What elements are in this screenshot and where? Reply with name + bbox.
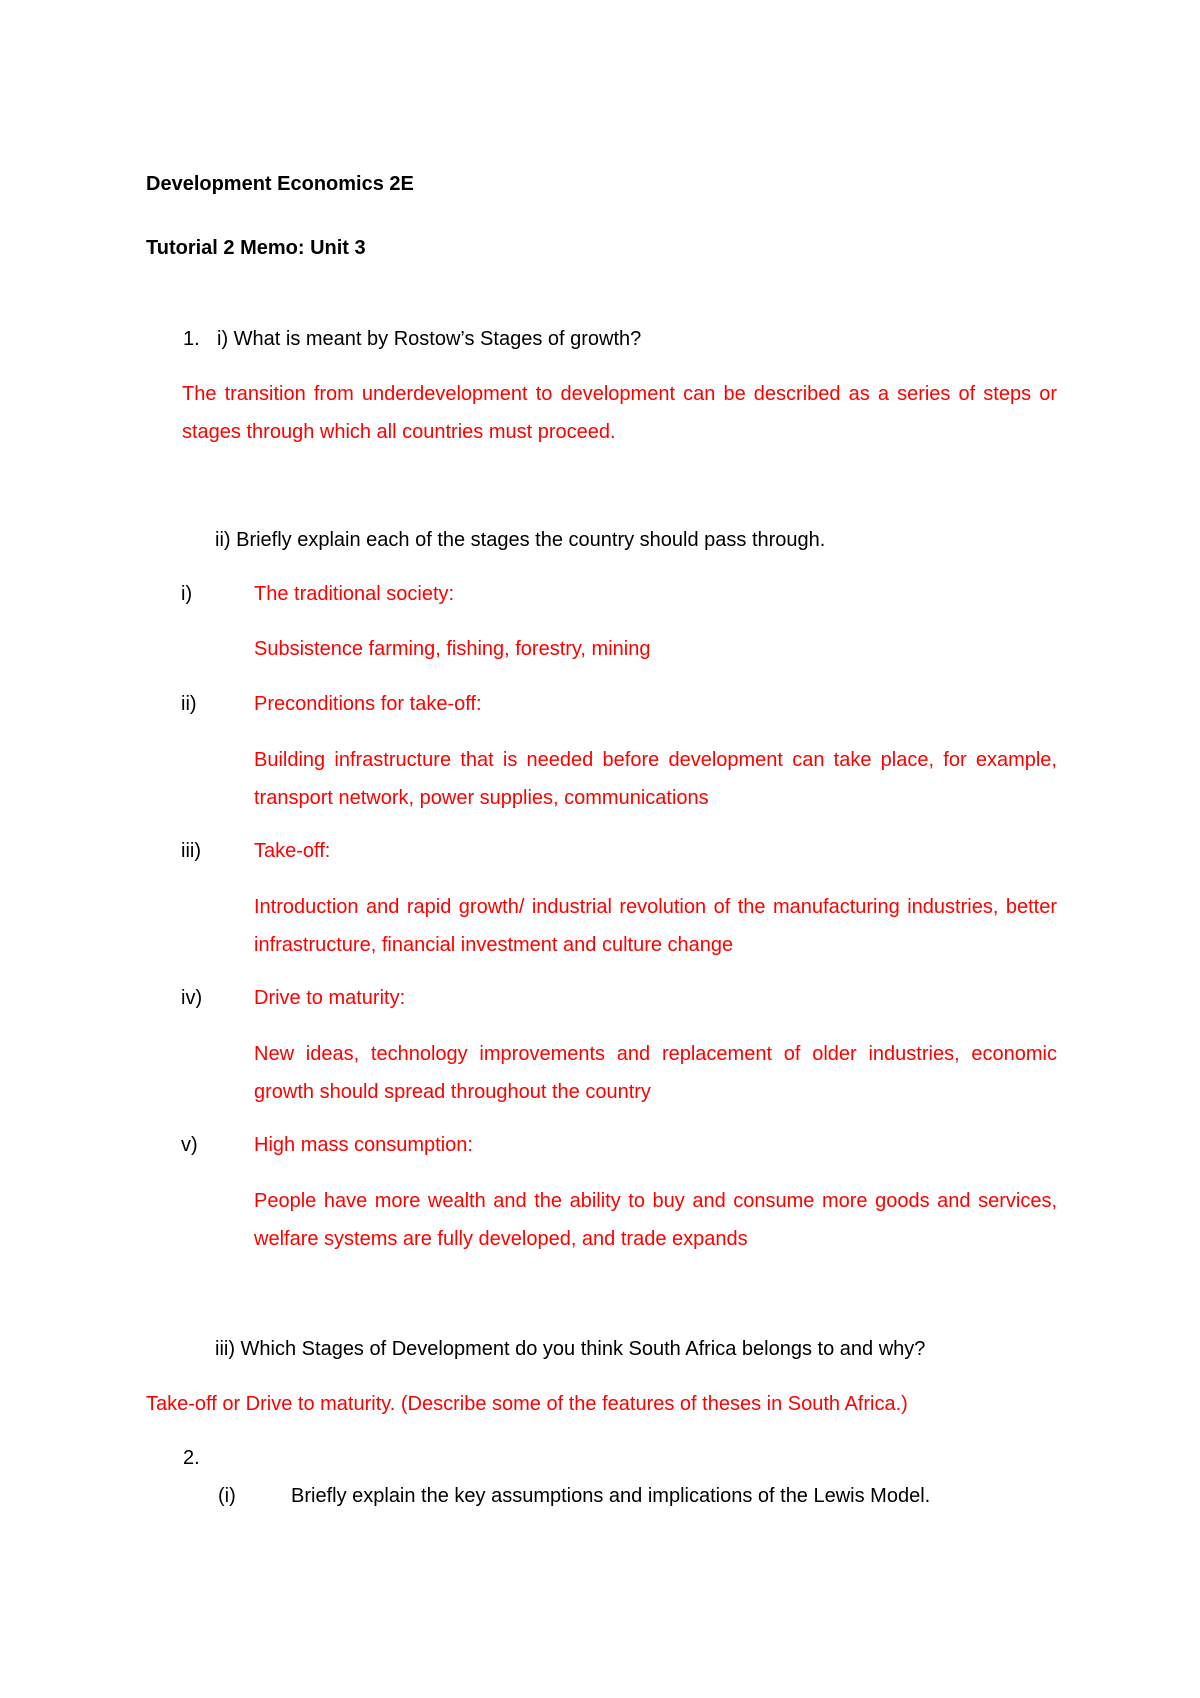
question-1-ii-text: ii) Briefly explain each of the stages the country should pass through. [215, 529, 826, 551]
question-1-iii-answer: Take-off or Drive to maturity. (Describe some of the features of theses in South Africa.) [146, 1393, 908, 1415]
stage-2-numeral: ii) [181, 693, 197, 715]
stage-5-name: High mass consumption: [254, 1134, 473, 1156]
stage-1-name: The traditional society: [254, 583, 455, 605]
question-1-i-text: i) What is meant by Rostow’s Stages of growth? [217, 328, 642, 350]
question-2-number: 2. [183, 1447, 200, 1469]
question-2-i-numeral: (i) [218, 1485, 236, 1507]
stage-5-numeral: v) [181, 1134, 198, 1156]
stage-5-description: People have more wealth and the ability to buy and consume more goods and services, welfare systems are fully developed, and trade expands [254, 1190, 1057, 1250]
document-title: Development Economics 2E [146, 173, 414, 195]
question-1-i-answer: The transition from underdevelopment to development can be described as a series of steps or stages through which all countries must proceed. [182, 383, 1057, 443]
stage-3-name: Take-off: [254, 840, 331, 862]
stage-4-numeral: iv) [181, 987, 203, 1009]
question-2-i-text: Briefly explain the key assumptions and implications of the Lewis Model. [291, 1485, 931, 1507]
stage-2-description: Building infrastructure that is needed before development can take place, for example, transport network, power supplies, communications [254, 749, 1057, 809]
stage-3-numeral: iii) [181, 840, 201, 862]
stage-4-name: Drive to maturity: [254, 987, 406, 1009]
stage-2-name: Preconditions for take-off: [254, 693, 482, 715]
stage-1-numeral: i) [181, 583, 193, 605]
document-subtitle: Tutorial 2 Memo: Unit 3 [146, 237, 366, 259]
stage-1-description: Subsistence farming, fishing, forestry, mining [254, 638, 651, 660]
question-1-number: 1. [183, 328, 200, 350]
question-1-iii-text: iii) Which Stages of Development do you think South Africa belongs to and why? [215, 1338, 926, 1360]
stage-3-description: Introduction and rapid growth/ industrial revolution of the manufacturing industries, better infrastructure, financial investment and culture change [254, 896, 1057, 956]
stage-4-description: New ideas, technology improvements and replacement of older industries, economic growth should spread throughout the country [254, 1043, 1057, 1103]
